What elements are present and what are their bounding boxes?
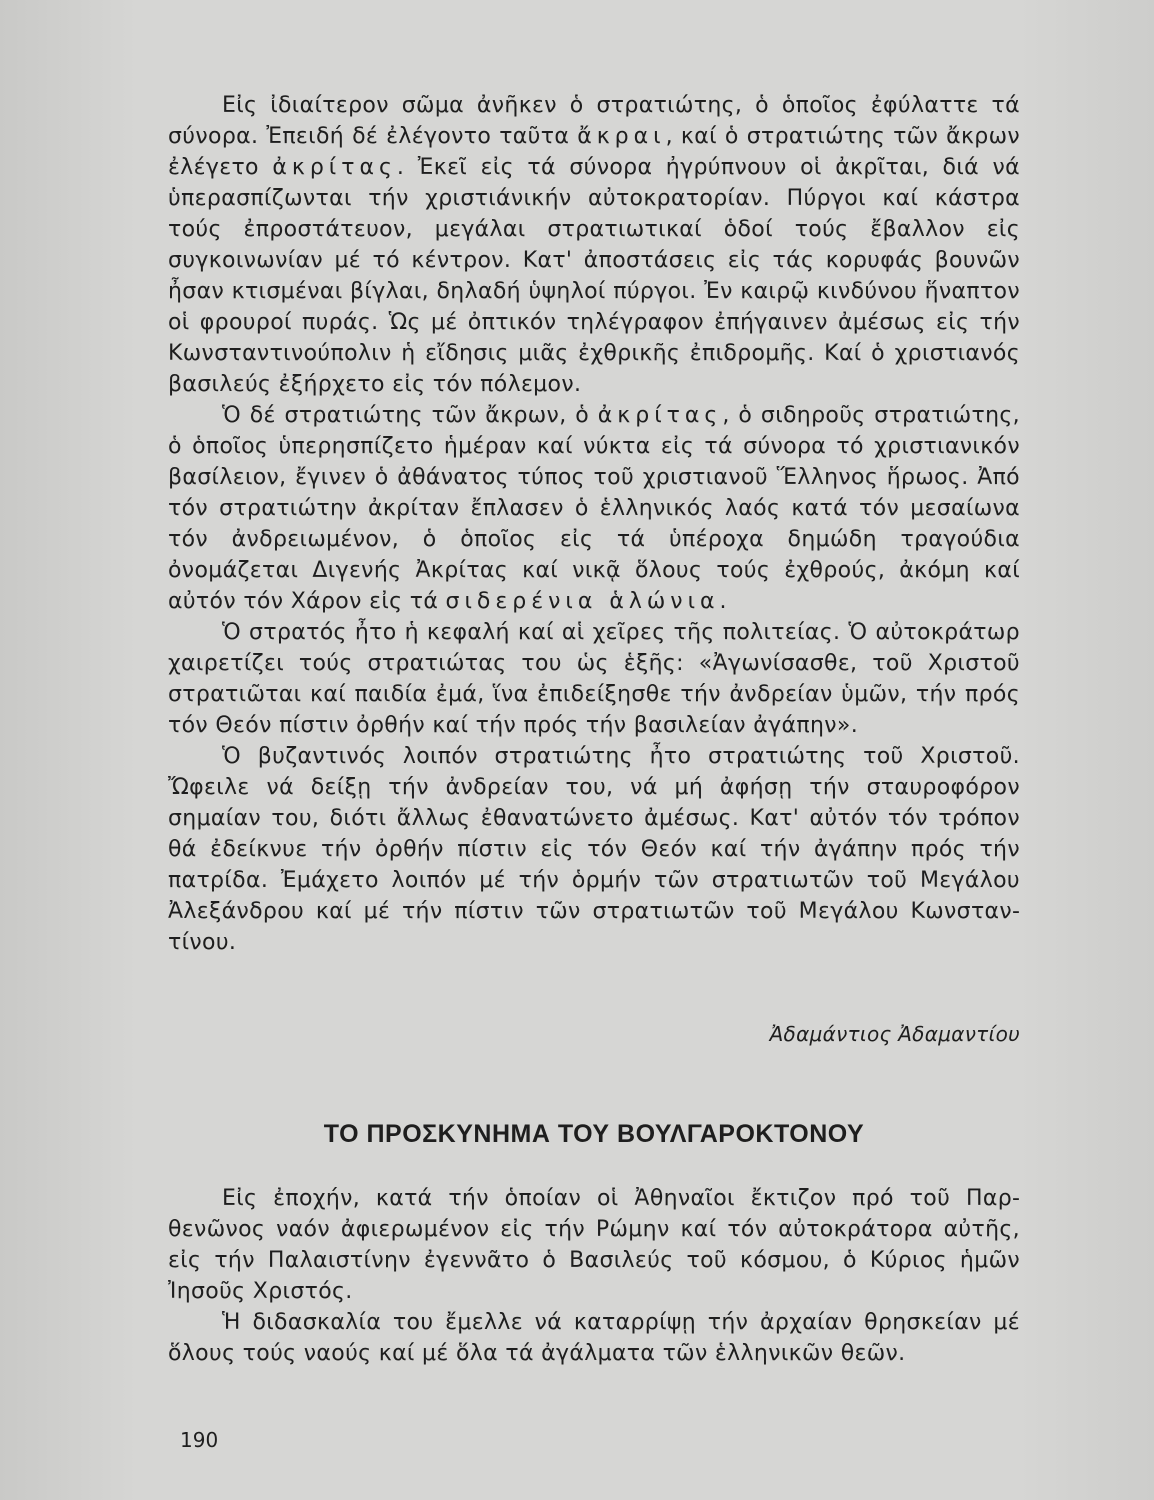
emphasis-akritas: ἀκρίτας (597, 403, 723, 428)
section-proskynima (168, 1183, 1020, 1369)
emphasis-akrai: ἄκραι (577, 124, 666, 149)
section-akritas (168, 90, 1020, 958)
paragraph-4: Ὁ βυζαντινός λοιπόν στρατιώτης ἦτο στρατιώτης τοῦ Χριστοῦ. Ὤφειλε νά δείξῃ τήν ἀνδρείαν του, νά μή ἀφήσῃ τήν σταυροφόρον σημαίαν του, διότι ἄλλως ἐθανατώνετο ἀμέσως. Κατ' αὐτόν τόν τρόπον θά ἐδείκνυε τήν ὀρθήν πίστιν εἰς τόν Θεόν καί τήν ἀγάπην πρός τήν πατρίδα. Ἐμάχετο λοιπόν μέ τήν ὁρμήν τῶν στρατιωτῶν τοῦ Μεγάλου Ἀλεξάνδρου καί μέ τήν πίστιν τῶν στρατιωτῶν τοῦ Μεγάλου Κωνσταντίνου. (168, 744, 1020, 955)
emphasis-siderenia-alonia: σιδερένια ἁλώνια (445, 589, 720, 614)
emphasis-akritas: ἀκρίτας (272, 155, 397, 180)
page-number: 190 (180, 1428, 219, 1452)
section-heading: ΤΟ ΠΡΟΣΚΥΝΗΜΑ ΤΟΥ ΒΟΥΛΓΑΡΟΚΤΟΝΟΥ (323, 1120, 865, 1148)
paragraph-6: Ἡ διδασκαλία του ἔμελλε νά καταρρίψῃ τήν ἀρχαίαν θρησκείαν μέ ὅλους τούς ναούς καί μέ ὅλα τά ἀγάλματα τῶν ἑλληνικῶν θεῶν. (168, 1310, 1020, 1366)
paragraph-5: Εἰς ἐποχήν, κατά τήν ὁποίαν οἱ Ἀθηναῖοι ἔκτιζον πρό τοῦ Παρθενῶνος ναόν ἀφιερωμένον εἰς τήν Ρώμην καί τόν αὐτοκράτορα αὐτῆς, εἰς τήν Παλαιστίνην ἐγεννᾶτο ὁ Βασιλεύς τοῦ κόσμου, ὁ Κύριος ἡμῶν Ἰησοῦς Χριστός. (168, 1186, 1020, 1304)
paragraph-3: Ὁ στρατός ἦτο ἡ κεφαλή καί αἱ χεῖρες τῆς πολιτείας. Ὁ αὐτοκράτωρ χαιρετίζει τούς στρατιώτας του ὡς ἑξῆς: «Ἀγωνίσασθε, τοῦ Χριστοῦ στρατιῶται καί παιδία ἐμά, ἵνα ἐπιδείξησθε τήν ἀνδρείαν ὑμῶν, τήν πρός τόν Θεόν πίστιν ὀρθήν καί τήν πρός τήν βασιλείαν ἀγάπην». (168, 620, 1020, 738)
author-signature: Ἀδαμάντιος Ἀδαμαντίου (769, 1022, 1020, 1046)
paragraph-2: Ὁ δέ στρατιώτης τῶν ἄκρων, ὁ ἀκρίτας, ὁ σιδηροῦς στρατιώτης, ὁ ὁποῖος ὑπερησπίζετο ἡμέραν καί νύκτα εἰς τά σύνορα τό χριστιανικόν βασίλειον, ἔγινεν ὁ ἀθάνατος τύπος τοῦ χριστιανοῦ Ἕλληνος ἥρωος. Ἀπό τόν στρατιώτην ἀκρίταν ἔπλασεν ὁ ἑλληνικός λαός κατά τόν μεσαίωνα τόν ἀνδρειωμένον, ὁ ὁποῖος εἰς τά ὑπέροχα δημώδη τραγούδια ὀνομάζεται Διγενής Ἀκρίτας καί νικᾷ ὅλους τούς ἐχθρούς, ἀκόμη καί αὐτόν τόν Χάρον εἰς τά σιδερένια ἁλώνια. (168, 403, 1020, 614)
paragraph-1: Εἰς ἰδιαίτερον σῶμα ἀνῆκεν ὁ στρατιώτης, ὁ ὁποῖος ἐφύλαττε τά σύνορα. Ἐπειδή δέ ἐλέγοντο ταῦτα ἄκραι, καί ὁ στρατιώτης τῶν ἄκρων ἐλέγετο ἀκρίτας. Ἐκεῖ εἰς τά σύνορα ἠγρύπνουν οἱ ἀκρῖται, διά νά ὑπερασπίζωνται τήν χριστιάνικήν αὐτοκρατορίαν. Πύργοι καί κάστρα τούς ἐπροστάτευον, μεγάλαι στρατιωτικαί ὁδοί τούς ἔβαλλον εἰς συγκοινωνίαν μέ τό κέντρον. Κατ' ἀποστάσεις εἰς τάς κορυφάς βουνῶν ἦσαν κτισμέναι βίγλαι, δηλαδή ὑψηλοί πύργοι. Ἐν καιρῷ κινδύνου ἥναπτον οἱ φρουροί πυράς. Ὡς μέ ὀπτικόν τηλέγραφον ἐπήγαινεν ἀμέσως εἰς τήν Κωνσταντινούπολιν ἡ εἴδησις μιᾶς ἐχθρικῆς ἐπιδρομῆς. Καί ὁ χριστιανός βασιλεύς ἐξήρχετο εἰς τόν πόλεμον. (168, 93, 1020, 397)
